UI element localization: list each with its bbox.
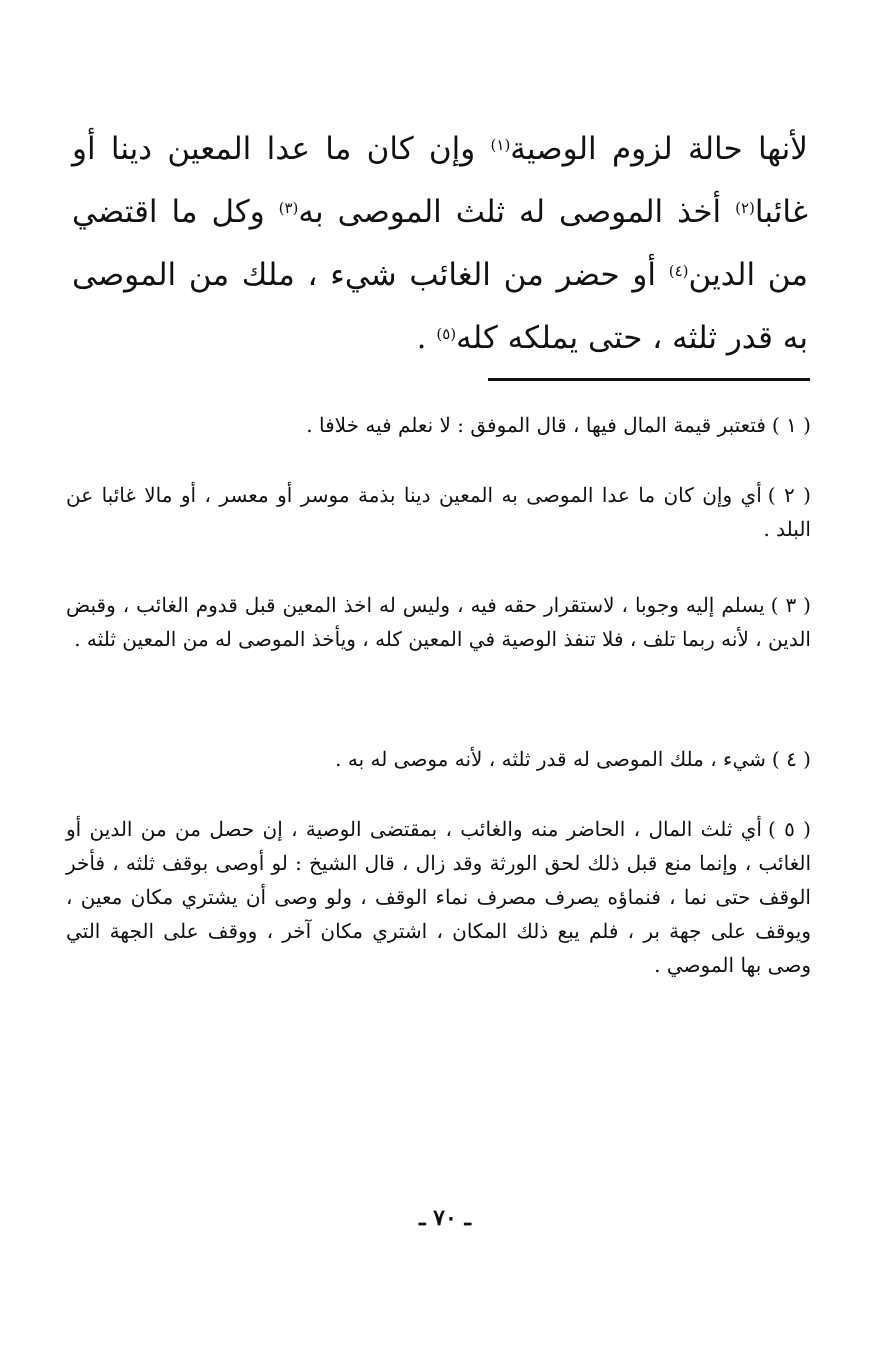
footnote-text: يسلم إليه وجوبا ، لاستقرار حقه فيه ، وليس له اخذ المعين قبل قدوم الغائب ، وقبض الدين ، لأنه ربما تلف ، فلا تنفذ الوصية في المعين كله ، ويأخذ الموصى له من المعين ثلثه .	[66, 593, 811, 651]
footnote-number: ( ٥ )	[767, 817, 811, 841]
footnote-5	[66, 812, 811, 982]
main-text-segment: أخذ الموصى له ثلث الموصى به	[298, 194, 736, 230]
main-text-segment: لأنها حالة لزوم الوصية	[510, 131, 808, 167]
page-number: ـ ٧٠ ـ	[419, 1205, 471, 1231]
main-text-segment: أو حضر من الغائب شيء ، ملك من الموصى به قدر ثلثه ، حتى يملكه كله	[72, 257, 808, 356]
footnote-ref: (٢)	[735, 199, 755, 217]
footnote-ref: (١)	[490, 136, 511, 154]
footnote-text: أي وإن كان ما عدا الموصى به المعين دينا بذمة موسر أو معسر ، أو مالا غائبا عن البلد .	[66, 483, 811, 541]
main-text-segment: .	[416, 320, 437, 356]
main-paragraph	[72, 118, 808, 370]
footnote-text: فتعتبر قيمة المال فيها ، قال الموفق : لا نعلم فيه خلافا .	[306, 413, 766, 437]
footnote-separator	[488, 378, 810, 381]
footnote-text: أي ثلث المال ، الحاضر منه والغائب ، بمقتضى الوصية ، إن حصل من من الدين أو الغائب ، وإنما منع قبل ذلك لحق الورثة وقد زال ، قال الشيخ : لو أوصى بوقف ثلثه ، فأخر الوقف حتى نما ، فنماؤه يصرف مصرف نماء الوقف ، ولو وصى أن يشتري مكان معين ، ويوقف على جهة بر ، فلم يبع ذلك المكان ، اشتري مكان آخر ، ووقف على الجهة التي وصى بها الموصي .	[66, 817, 811, 977]
main-text-segment: وإن كان ما عدا المعين دينا أو غائبا	[72, 131, 808, 230]
footnote-1	[66, 408, 811, 442]
footnote-ref: (٣)	[278, 199, 299, 217]
footnote-text: شيء ، ملك الموصى له قدر ثلثه ، لأنه موصى له به .	[335, 747, 766, 771]
main-text-segment: وكل ما اقتضي من الدين	[72, 194, 808, 293]
footnote-4	[66, 742, 811, 776]
footnote-number: ( ٣ )	[770, 593, 811, 617]
footnote-ref: (٥)	[436, 325, 457, 343]
footnote-number: ( ٢ )	[767, 483, 811, 507]
footnote-number: ( ١ )	[771, 413, 811, 437]
footnote-2	[66, 478, 811, 546]
footnote-ref: (٤)	[668, 262, 689, 280]
footnote-number: ( ٤ )	[771, 747, 811, 771]
footnote-3	[66, 588, 811, 656]
